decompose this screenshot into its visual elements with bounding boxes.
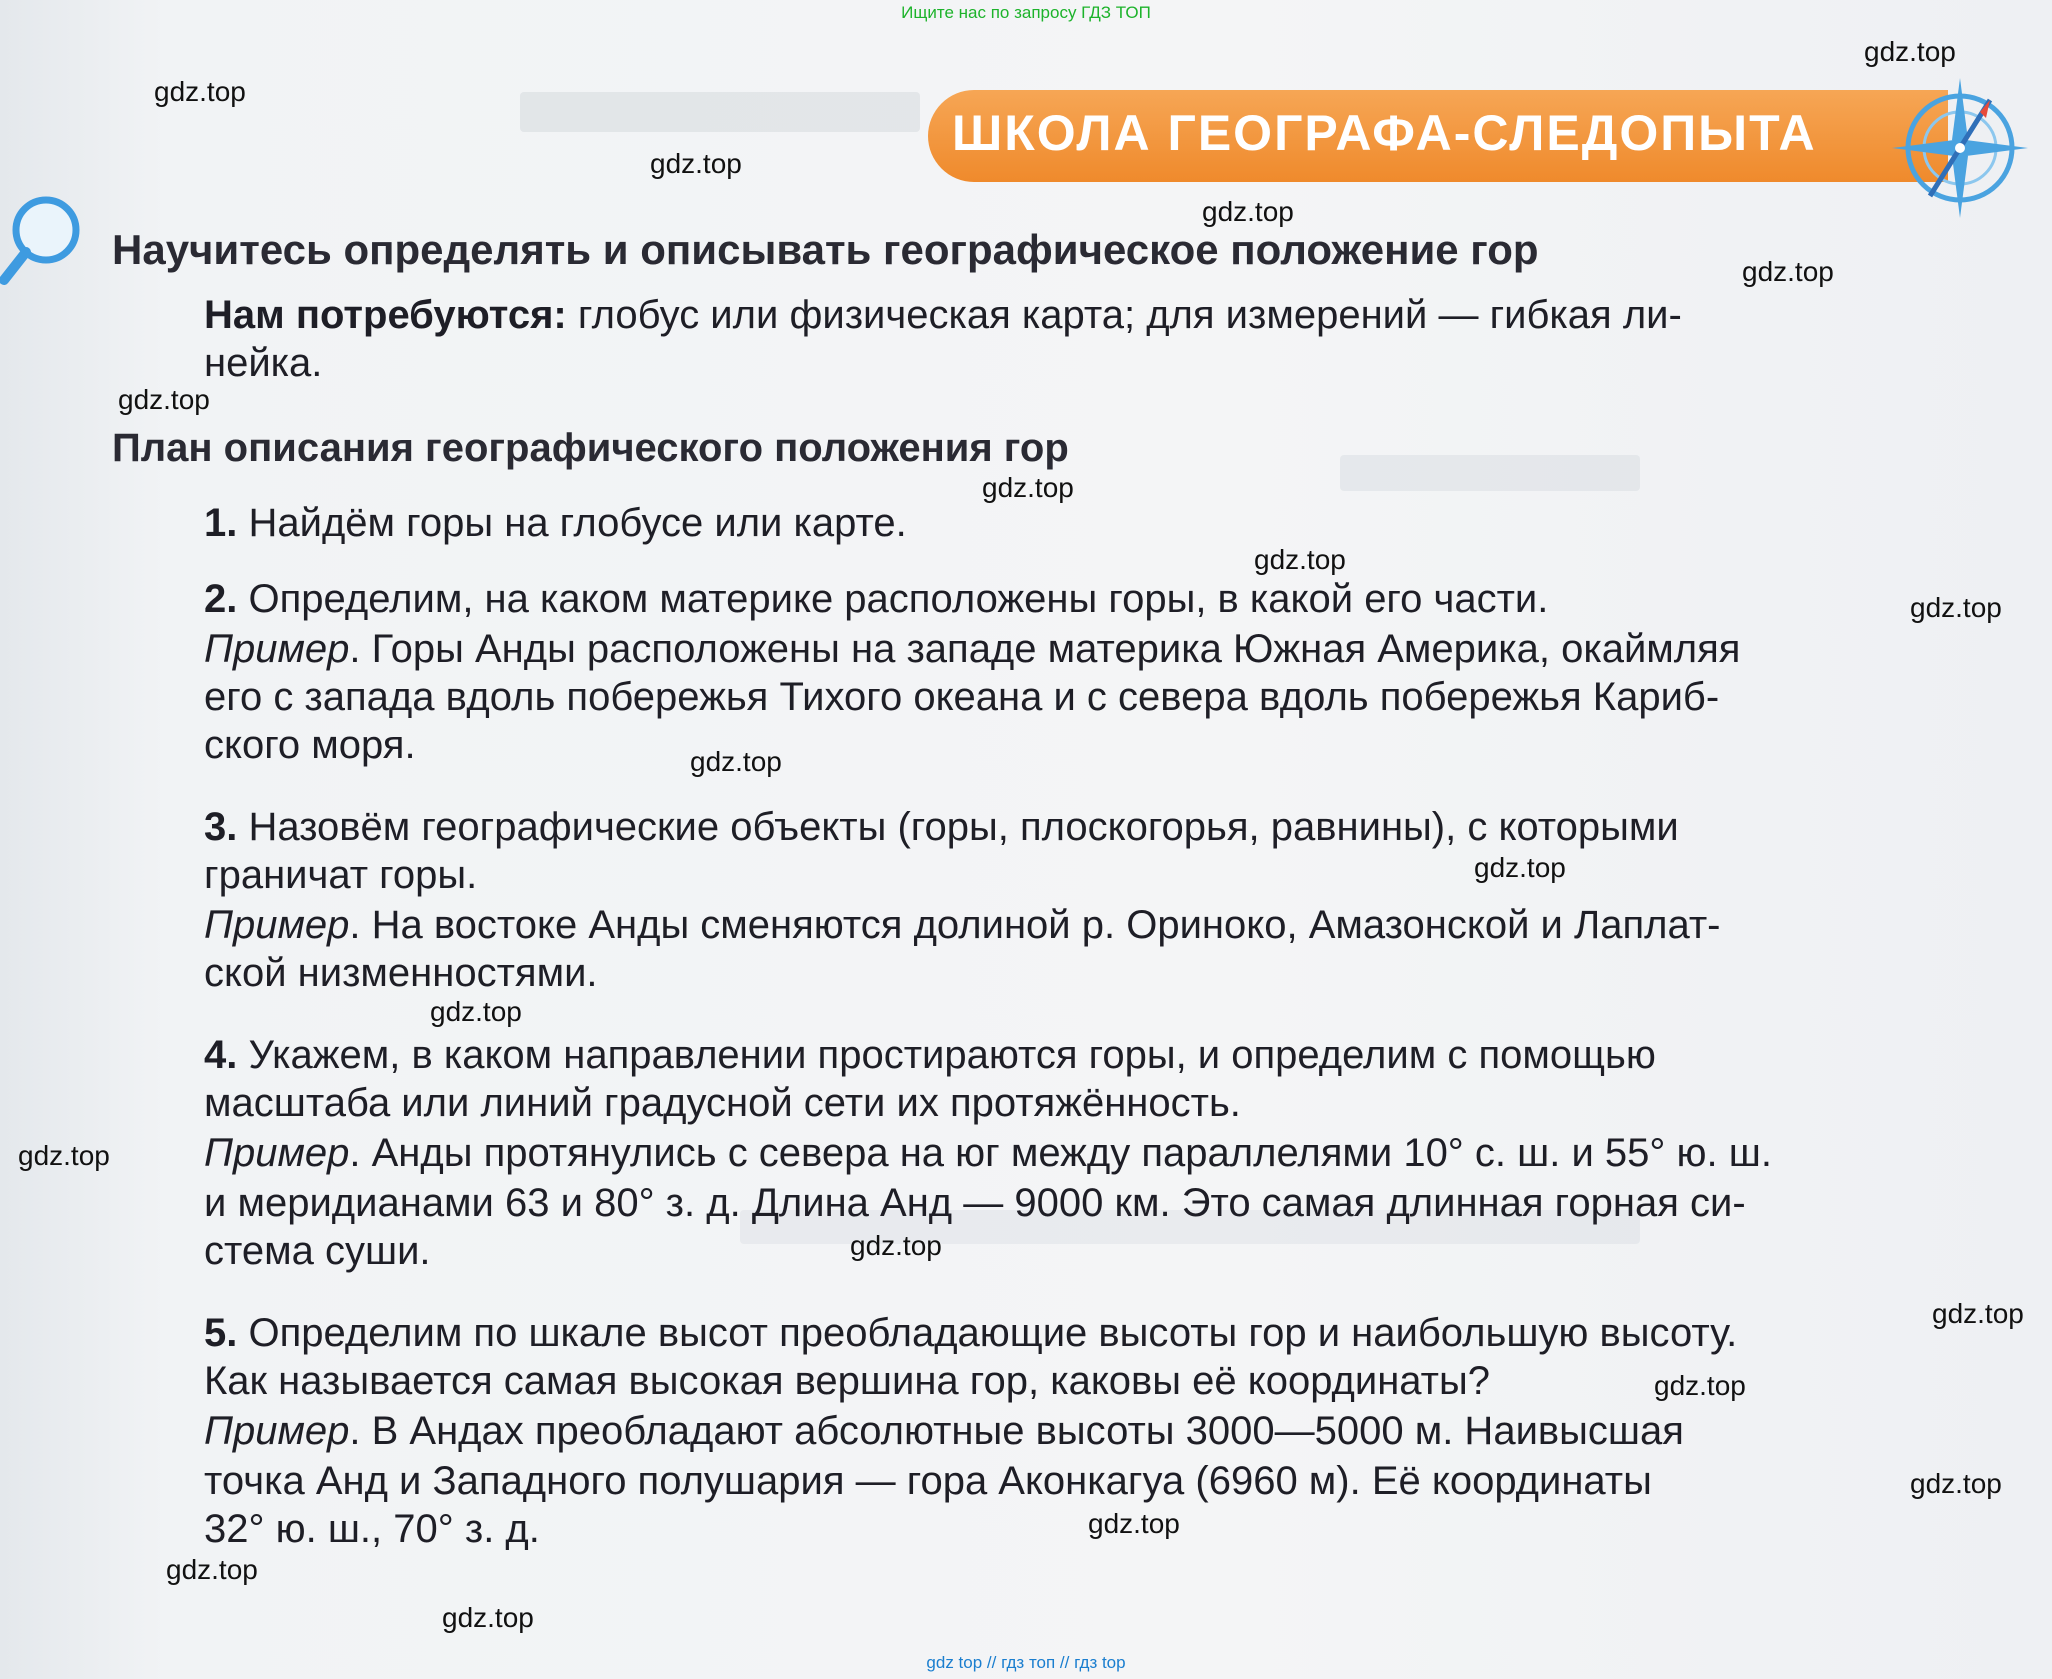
step-4-example-line-3: стема суши. <box>204 1229 431 1273</box>
watermark: gdz.top <box>154 76 246 107</box>
watermark: gdz.top <box>442 1602 534 1633</box>
example-text: . Горы Анды расположены на западе материка Южная Америка, окаймляя <box>349 627 1741 671</box>
step-number: 1. <box>204 501 238 545</box>
plan-title: План описания географического положения гор <box>112 426 1069 470</box>
step-2-example-line-3: ского моря. <box>204 723 416 767</box>
bottom-notice[interactable]: gdz top // гдз топ // гдз top <box>926 1653 1126 1672</box>
watermark: gdz.top <box>850 1230 942 1261</box>
watermark: gdz.top <box>430 996 522 1027</box>
bleed-through-title <box>520 92 920 132</box>
step-5 <box>204 1310 1737 1357</box>
step-5-line-2: Как называется самая высокая вершина гор, каковы её координаты? <box>204 1359 1490 1403</box>
step-text: Найдём горы на глобусе или карте. <box>248 501 907 545</box>
example-text: . Анды протянулись с севера на юг между параллелями 10° с. ш. и 55° ю. ш. <box>349 1131 1772 1175</box>
bleed-through-subtitle <box>1340 455 1640 491</box>
step-text: Укажем, в каком направлении простираются горы, и определим с помощью <box>248 1033 1656 1077</box>
step-2-example-line-2: его с запада вдоль побережья Тихого океана и с севера вдоль побережья Кариб- <box>204 675 1720 719</box>
step-3-example-line-1 <box>204 902 1721 949</box>
step-number: 4. <box>204 1033 238 1077</box>
watermark: gdz.top <box>1864 36 1956 67</box>
step-5-example-line-3: 32° ю. ш., 70° з. д. <box>204 1507 540 1551</box>
watermark: gdz.top <box>1742 256 1834 287</box>
watermark: gdz.top <box>1254 544 1346 575</box>
watermark: gdz.top <box>1932 1298 2024 1329</box>
step-number: 5. <box>204 1311 238 1355</box>
step-3-example-line-2: ской низменностями. <box>204 951 598 995</box>
step-4-line-2: масштаба или линий градусной сети их протяжённость. <box>204 1081 1241 1125</box>
example-text: . В Андах преобладают абсолютные высоты 3000—5000 м. Наивысшая <box>349 1409 1684 1453</box>
watermark: gdz.top <box>18 1140 110 1171</box>
example-label: Пример <box>204 1131 350 1175</box>
step-5-example-line-2: точка Анд и Западного полушария — гора Аконкагуа (6960 м). Её координаты <box>204 1459 1652 1503</box>
watermark: gdz.top <box>1910 592 2002 623</box>
example-text: . На востоке Анды сменяются долиной р. Ориноко, Амазонской и Лаплат- <box>349 903 1721 947</box>
need-line-2: нейка. <box>204 341 323 385</box>
step-5-example-line-1 <box>204 1408 1684 1455</box>
step-2-example-line-1 <box>204 626 1740 673</box>
step-text: Назовём географические объекты (горы, плоскогорья, равнины), с которыми <box>248 805 1679 849</box>
step-2 <box>204 576 1548 623</box>
need-line-1 <box>204 292 1682 339</box>
step-text: Определим по шкале высот преобладающие высоты гор и наибольшую высоту. <box>248 1311 1738 1355</box>
step-3 <box>204 804 1679 851</box>
watermark: gdz.top <box>1088 1508 1180 1539</box>
example-label: Пример <box>204 627 350 671</box>
step-text: Определим, на каком материке расположены горы, в какой его части. <box>248 577 1549 621</box>
step-4 <box>204 1032 1656 1079</box>
step-4-example-line-1 <box>204 1130 1772 1177</box>
watermark: gdz.top <box>1474 852 1566 883</box>
watermark: gdz.top <box>118 384 210 415</box>
watermark: gdz.top <box>690 746 782 777</box>
watermark: gdz.top <box>1910 1468 2002 1499</box>
step-number: 3. <box>204 805 238 849</box>
top-search-notice[interactable]: Ищите нас по запросу ГДЗ ТОП <box>901 3 1151 22</box>
watermark: gdz.top <box>1654 1370 1746 1401</box>
need-label: Нам потребуются: <box>204 293 567 337</box>
watermark: gdz.top <box>166 1554 258 1585</box>
banner-title: ШКОЛА ГЕОГРАФА-СЛЕДОПЫТА <box>952 105 1817 161</box>
watermark: gdz.top <box>650 148 742 179</box>
step-number: 2. <box>204 577 238 621</box>
watermark: gdz.top <box>982 472 1074 503</box>
need-text: глобус или физическая карта; для измерений — гибкая ли- <box>577 293 1682 337</box>
step-1 <box>204 500 907 547</box>
example-label: Пример <box>204 1409 350 1453</box>
step-4-example-line-2: и меридианами 63 и 80° з. д. Длина Анд — 9000 км. Это самая длинная горная си- <box>204 1181 1746 1225</box>
step-3-line-2: граничат горы. <box>204 853 478 897</box>
page-heading: Научитесь определять и описывать географическое положение гор <box>112 226 1539 273</box>
example-label: Пример <box>204 903 350 947</box>
watermark: gdz.top <box>1202 196 1294 227</box>
compass-rose-icon <box>1880 60 2040 230</box>
magnifier-icon <box>0 190 90 290</box>
